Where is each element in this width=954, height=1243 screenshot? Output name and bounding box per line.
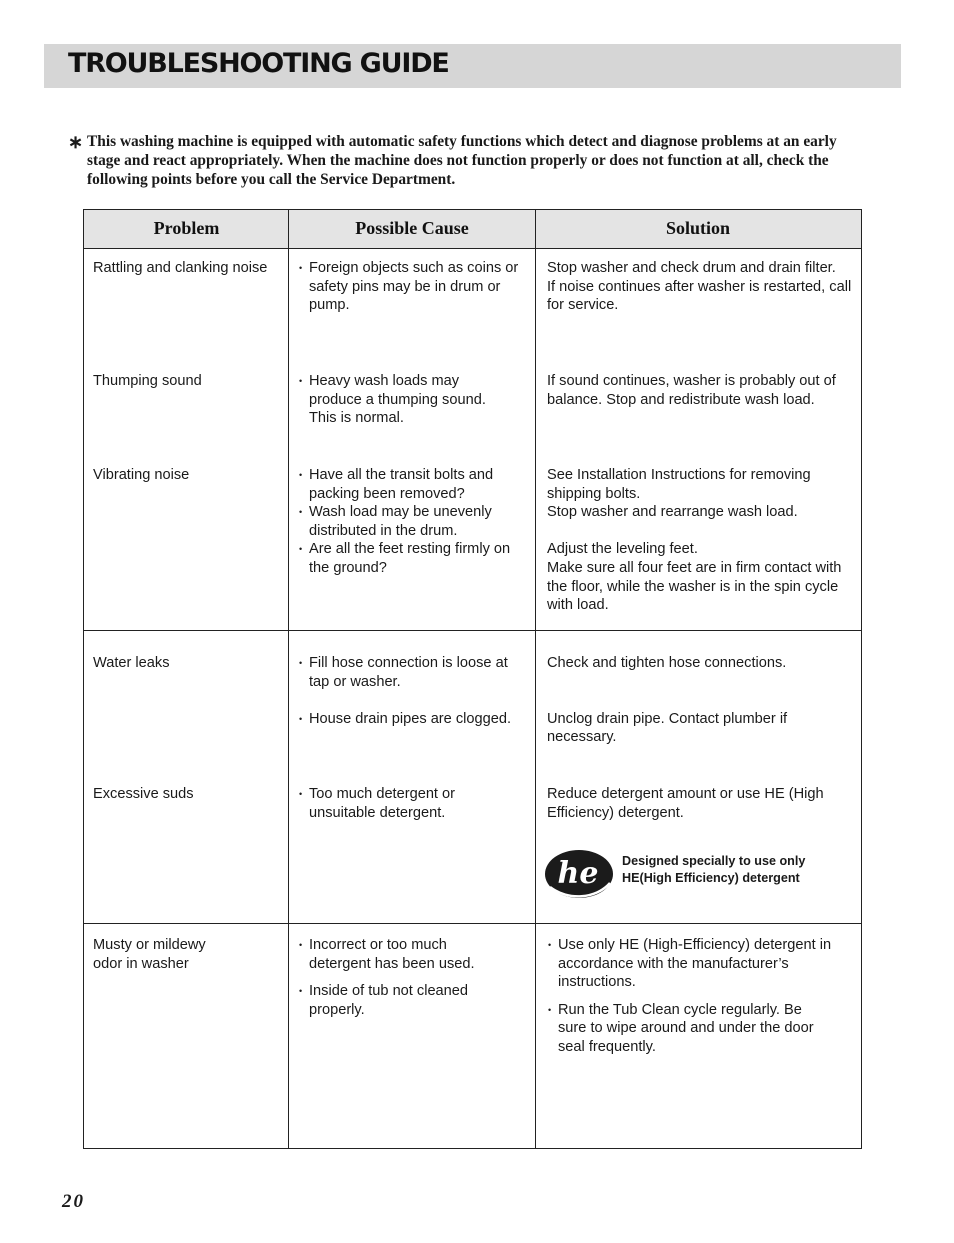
cause-item: • Incorrect or too much detergent has been used.	[298, 936, 508, 973]
header-possible-cause: Possible Cause	[355, 218, 469, 238]
cause-item: • Inside of tub not cleaned properly.	[298, 982, 508, 1019]
solution-text: See Installation Instructions for removing shipping bolts.	[547, 467, 811, 502]
problem-cell	[93, 466, 285, 485]
problem-cell	[93, 785, 285, 804]
cause-item: • Too much detergent or unsuitable detergent.	[298, 785, 488, 822]
problem-text: Excessive suds	[93, 786, 194, 802]
he-logo-icon	[544, 847, 614, 901]
solution-cell	[547, 785, 827, 822]
problem-text: odor in washer	[93, 955, 189, 972]
column-divider	[535, 210, 536, 1148]
cause-item: • Foreign objects such as coins or safety pins may be in drum or pump.	[298, 259, 526, 315]
cause-item: • Have all the transit bolts and packing been removed?	[298, 466, 526, 503]
cause-cell	[298, 654, 526, 728]
solution-item: • Use only HE (High-Efficiency) detergent in accordance with the manufacturer’s instructions.	[547, 936, 847, 992]
page-number: 20	[62, 1191, 85, 1212]
solution-text: Stop washer and rearrange wash load.	[547, 504, 798, 521]
group-divider	[84, 923, 861, 924]
solution-cell	[547, 259, 852, 315]
header-solution: Solution	[665, 218, 731, 238]
solution-text: If noise continues after washer is restarted, call for service.	[547, 278, 852, 314]
solution-text: Make sure all four feet are in firm contact with the floor, while the washer is in the spin cycle with load.	[547, 559, 842, 614]
solution-cell	[547, 466, 852, 615]
header-problem: Problem	[153, 218, 220, 238]
cause-item: • House drain pipes are clogged.	[298, 710, 526, 729]
asterisk-icon: ∗	[68, 132, 84, 152]
problem-text: Water leaks	[93, 655, 170, 671]
cause-item: • Are all the feet resting firmly on the ground?	[298, 540, 526, 577]
cause-item: • Fill hose connection is loose at tap or washer.	[298, 654, 526, 691]
intro-note	[68, 132, 868, 189]
solution-text: Check and tighten hose connections.	[547, 655, 787, 671]
he-badge	[544, 847, 844, 903]
solution-cell	[547, 372, 852, 409]
group-divider	[84, 630, 861, 631]
solution-cell	[547, 654, 852, 747]
solution-text: If sound continues, washer is probably out of balance. Stop and redistribute wash load.	[547, 373, 836, 408]
problem-cell	[93, 936, 285, 973]
solution-text: Reduce detergent amount or use HE (High Efficiency) detergent.	[547, 786, 824, 821]
troubleshooting-table	[83, 209, 862, 1149]
cause-cell	[298, 785, 488, 822]
problem-cell	[93, 259, 285, 278]
header-bar	[44, 44, 901, 88]
solution-text: Adjust the leveling feet.	[547, 541, 698, 558]
cause-cell	[298, 259, 526, 315]
header-divider	[84, 248, 861, 249]
intro-text: This washing machine is equipped with automatic safety functions which detect and diagnose problems at an early stage and react appropriately. When the machine does not function properly or does not function at all, check the following points before you call the Service Department.	[87, 133, 837, 188]
cause-cell	[298, 372, 508, 428]
problem-text: Musty or mildewy	[93, 937, 206, 953]
cause-item: • Wash load may be unevenly distributed in the drum.	[298, 503, 526, 540]
solution-text: Stop washer and check drum and drain filter.	[547, 260, 836, 276]
table-header-row	[84, 210, 861, 249]
column-divider	[288, 210, 289, 1148]
he-logo-text: he	[557, 856, 599, 891]
cause-cell	[298, 936, 508, 1019]
problem-cell	[93, 654, 285, 673]
problem-text: Thumping sound	[93, 373, 202, 389]
he-caption-line: Designed specially to use only	[622, 854, 806, 868]
cause-item: • Heavy wash loads may produce a thumping sound. This is normal.	[298, 372, 508, 428]
solution-cell	[547, 936, 847, 1057]
problem-text: Vibrating noise	[93, 467, 190, 483]
he-caption	[622, 853, 805, 887]
spacer	[547, 522, 852, 541]
problem-cell	[93, 372, 285, 391]
solution-item: • Run the Tub Clean cycle regularly. Be sure to wipe around and under the door seal frequently.	[547, 1001, 834, 1057]
cause-cell	[298, 466, 526, 578]
he-caption-line: HE(High Efficiency) detergent	[622, 871, 800, 885]
problem-text: Rattling and clanking noise	[93, 260, 268, 276]
page-title: TROUBLESHOOTING GUIDE	[68, 48, 449, 79]
solution-text: Unclog drain pipe. Contact plumber if necessary.	[547, 710, 788, 746]
